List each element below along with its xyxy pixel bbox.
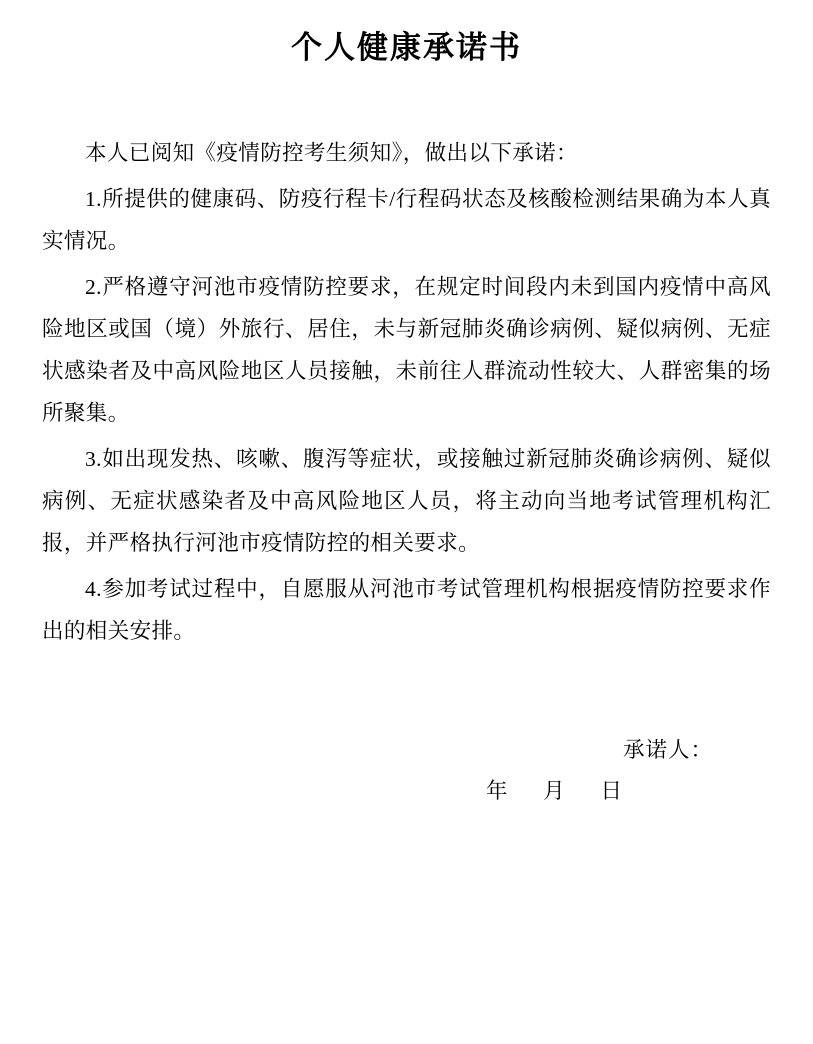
date-day-label: 日 — [600, 779, 623, 804]
signature-block — [42, 730, 771, 812]
document-page — [0, 26, 813, 1044]
signature-label: 承诺人： — [622, 738, 713, 763]
paragraph-item-3: 3.如出现发热、咳嗽、腹泻等症状，或接触过新冠肺炎确诊病例、疑似病例、无症状感染者及中高风险地区人员，将主动向当地考试管理机构汇报，并严格执行河池市疫情防控的相关要求。 — [42, 446, 771, 555]
paragraph-item-1: 1.所提供的健康码、防疫行程卡/行程码状态及核酸检测结果确为本人真实情况。 — [42, 187, 771, 254]
date-month-label: 月 — [543, 779, 566, 804]
document-body — [42, 133, 771, 652]
page-title: 个人健康承诺书 — [291, 30, 522, 65]
paragraph-item-2: 2.严格遵守河池市疫情防控要求，在规定时间段内未到国内疫情中高风险地区或国（境）外旅行、居住，未与新冠肺炎确诊病例、疑似病例、无症状感染者及中高风险地区人员接触，未前往人群流动性较大、人群密集的场所聚集。 — [42, 275, 771, 425]
signature-date-line — [42, 771, 771, 812]
paragraph-intro: 本人已阅知《疫情防控考生须知》，做出以下承诺： — [85, 141, 578, 166]
date-year-label: 年 — [485, 779, 509, 804]
paragraph-item-4: 4.参加考试过程中，自愿服从河池市考试管理机构根据疫情防控要求作出的相关安排。 — [42, 576, 771, 643]
